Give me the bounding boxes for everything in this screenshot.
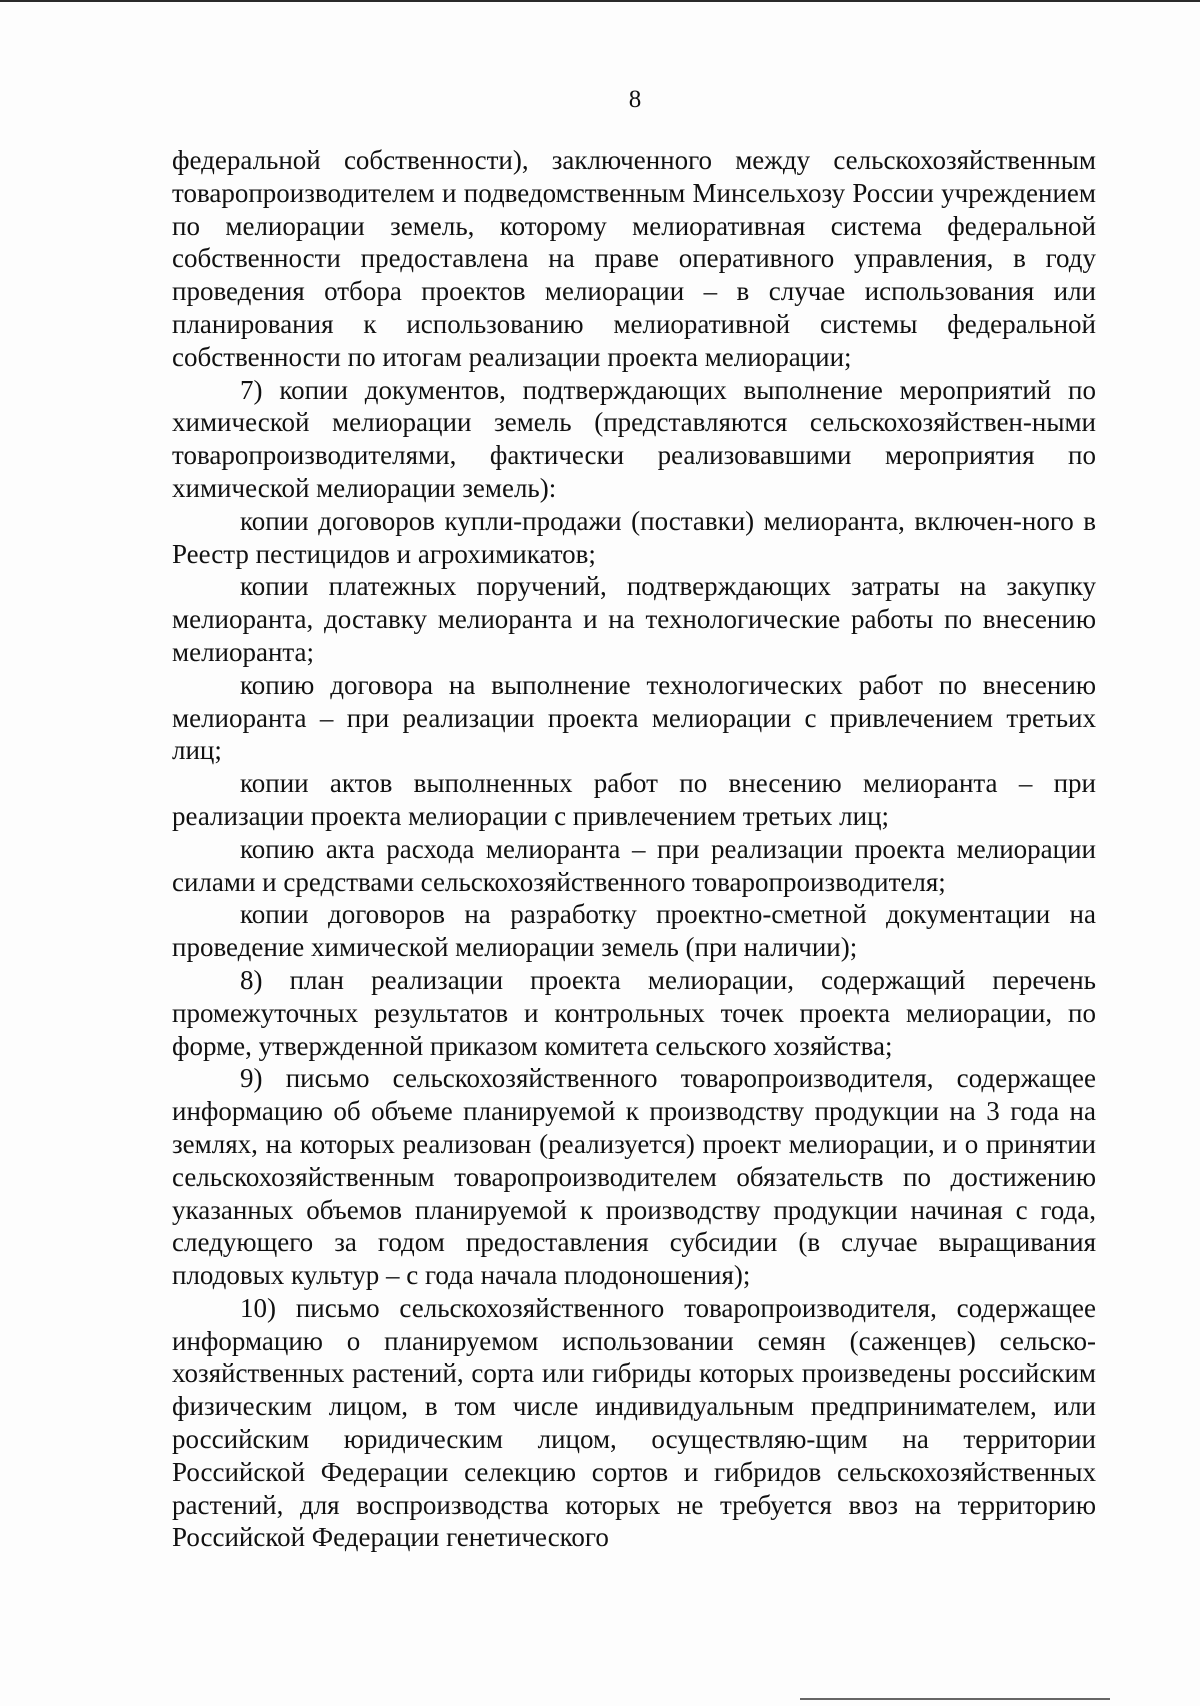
paragraph: копии договоров на разработку проектно-сметной документации на проведение химической мелиорации земель (при наличии); [172,899,1096,963]
paragraph: 8) план реализации проекта мелиорации, содержащий перечень промежуточных результатов и контрольных точек проекта мелиорации, по форме, утвержденной приказом комитета сельского хозяйства; [172,964,1096,1061]
paragraph: копию договора на выполнение технологических работ по внесению мелиоранта – при реализации проекта мелиорации с привлечением третьих лиц; [172,669,1096,766]
paragraph: копии договоров купли-продажи (поставки) мелиоранта, включен-ного в Реестр пестицидов и агрохимикатов; [172,505,1096,569]
paragraph: 9) письмо сельскохозяйственного товаропроизводителя, содержащее информацию об объеме планируемой к производству продукции на 3 года на землях, на которых реализован (реализуется) проект мелиорации, и о принятии сельскохозяйственным товаропроизводителем обязательств по достижению указанных объемов планируемой к производству продукции начиная с года, следующего за годом предоставления субсидии (в случае выращивания плодовых культур – с года начала плодоношения); [172,1063,1096,1291]
scan-bottom-mark [800,1698,1110,1700]
paragraph: копии платежных поручений, подтверждающих затраты на закупку мелиоранта, доставку мелиоранта и на технологические работы по внесению мелиоранта; [172,571,1096,667]
page-top-edge [0,0,1200,2]
paragraph: копию акта расхода мелиоранта – при реализации проекта мелиорации силами и средствами сельскохозяйственного товаропроизводителя; [172,833,1096,897]
document-body [172,144,1096,1554]
paragraph: 7) копии документов, подтверждающих выполнение мероприятий по химической мелиорации земель (представляются сельскохозяйствен-ными товаропроизводителями, фактически реализовавшими мероприятия по химической мелиорации земель): [172,374,1096,503]
paragraph: 10) письмо сельскохозяйственного товаропроизводителя, содержащее информацию о планируемом использовании семян (саженцев) сельско-хозяйственных растений, сорта или гибриды которых произведены российским физическим лицом, в том числе индивидуальным предпринимателем, или российским юридическим лицом, осуществляю-щим на территории Российской Федерации селекцию сортов и гибридов сельскохозяйственных растений, для воспроизводства которых не требуется ввоз на территорию Российской Федерации генетического [172,1292,1096,1553]
page-number: 8 [628,86,642,113]
paragraph: копии актов выполненных работ по внесению мелиоранта – при реализации проекта мелиорации с привлечением третьих лиц; [172,768,1096,831]
paragraph: федеральной собственности), заключенного между сельскохозяйственным товаропроизводителем и подведомственным Минсельхозу России учреждением по мелиорации земель, которому мелиоративная система федеральной собственности предоставлена на праве оперативного управления, в году проведения отбора проектов мелиорации – в случае использования или планирования к использованию мелиоративной системы федеральной собственности по итогам реализации проекта мелиорации; [172,145,1096,372]
